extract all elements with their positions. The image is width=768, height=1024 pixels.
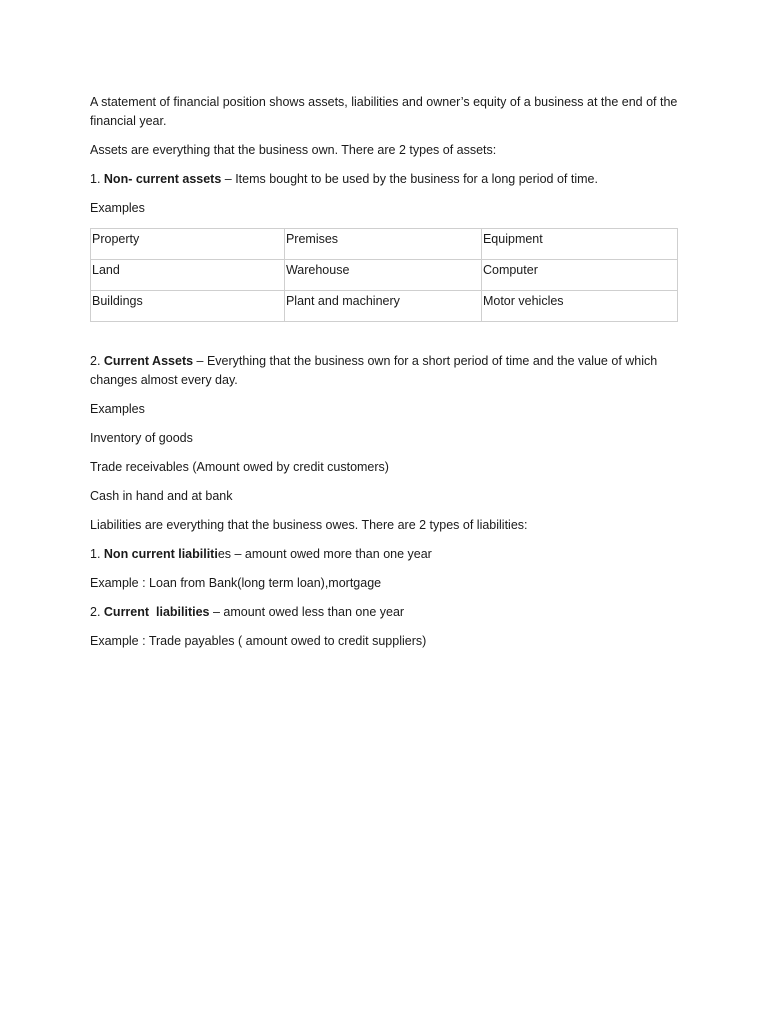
table-cell: Warehouse	[284, 260, 481, 291]
current-assets-definition	[90, 352, 680, 390]
non-current-assets-table	[90, 228, 678, 322]
current-assets-term: Current Assets	[103, 354, 194, 368]
non-current-liabilities-number: 1.	[90, 547, 104, 561]
liabilities-intro: Liabilities are everything that the business owes. There are 2 types of liabilities:	[90, 518, 528, 532]
table-cell: Premises	[284, 229, 481, 260]
non-current-liabilities-definition	[90, 545, 680, 564]
non-current-liabilities-text: – amount owed more than one year	[231, 547, 432, 561]
document-body	[90, 93, 680, 661]
table-cell: Buildings	[91, 291, 285, 322]
table-row	[91, 291, 678, 322]
non-current-liabilities-example: Example : Loan from Bank(long term loan),mortgage	[90, 576, 382, 590]
assets-intro: Assets are everything that the business own. There are 2 types of assets:	[90, 143, 497, 157]
non-current-liabilities-term: Non current liabiliti	[103, 547, 218, 561]
table-cell: Land	[91, 260, 285, 291]
current-assets-text: – Everything that the business own for a short period of time and the value of which changes almost every day.	[90, 354, 658, 387]
table-cell: Computer	[481, 260, 677, 291]
examples-label-1: Examples	[90, 201, 145, 215]
current-liabilities-text: – amount owed less than one year	[209, 605, 405, 619]
current-liabilities-term: Current liabilities	[103, 605, 210, 619]
list-item: Inventory of goods	[90, 431, 193, 445]
current-liabilities-number: 2.	[90, 605, 104, 619]
current-assets-number: 2.	[90, 354, 104, 368]
table-cell: Property	[91, 229, 285, 260]
table-row	[91, 229, 678, 260]
table-cell: Equipment	[481, 229, 677, 260]
non-current-assets-number: 1.	[90, 172, 104, 186]
non-current-assets-term: Non- current assets	[103, 172, 222, 186]
intro-paragraph: A statement of financial position shows assets, liabilities and owner’s equity of a business at the end of the financial year.	[90, 95, 678, 128]
examples-label-2: Examples	[90, 402, 145, 416]
list-item: Cash in hand and at bank	[90, 489, 233, 503]
list-item: Trade receivables (Amount owed by credit customers)	[90, 460, 389, 474]
non-current-liabilities-term-suffix: es	[217, 547, 232, 561]
non-current-assets-text: – Items bought to be used by the business for a long period of time.	[221, 172, 598, 186]
non-current-assets-definition	[90, 170, 680, 189]
table-cell: Plant and machinery	[284, 291, 481, 322]
table-row	[91, 260, 678, 291]
current-liabilities-example: Example : Trade payables ( amount owed to credit suppliers)	[90, 634, 427, 648]
table-cell: Motor vehicles	[481, 291, 677, 322]
current-liabilities-definition	[90, 603, 680, 622]
